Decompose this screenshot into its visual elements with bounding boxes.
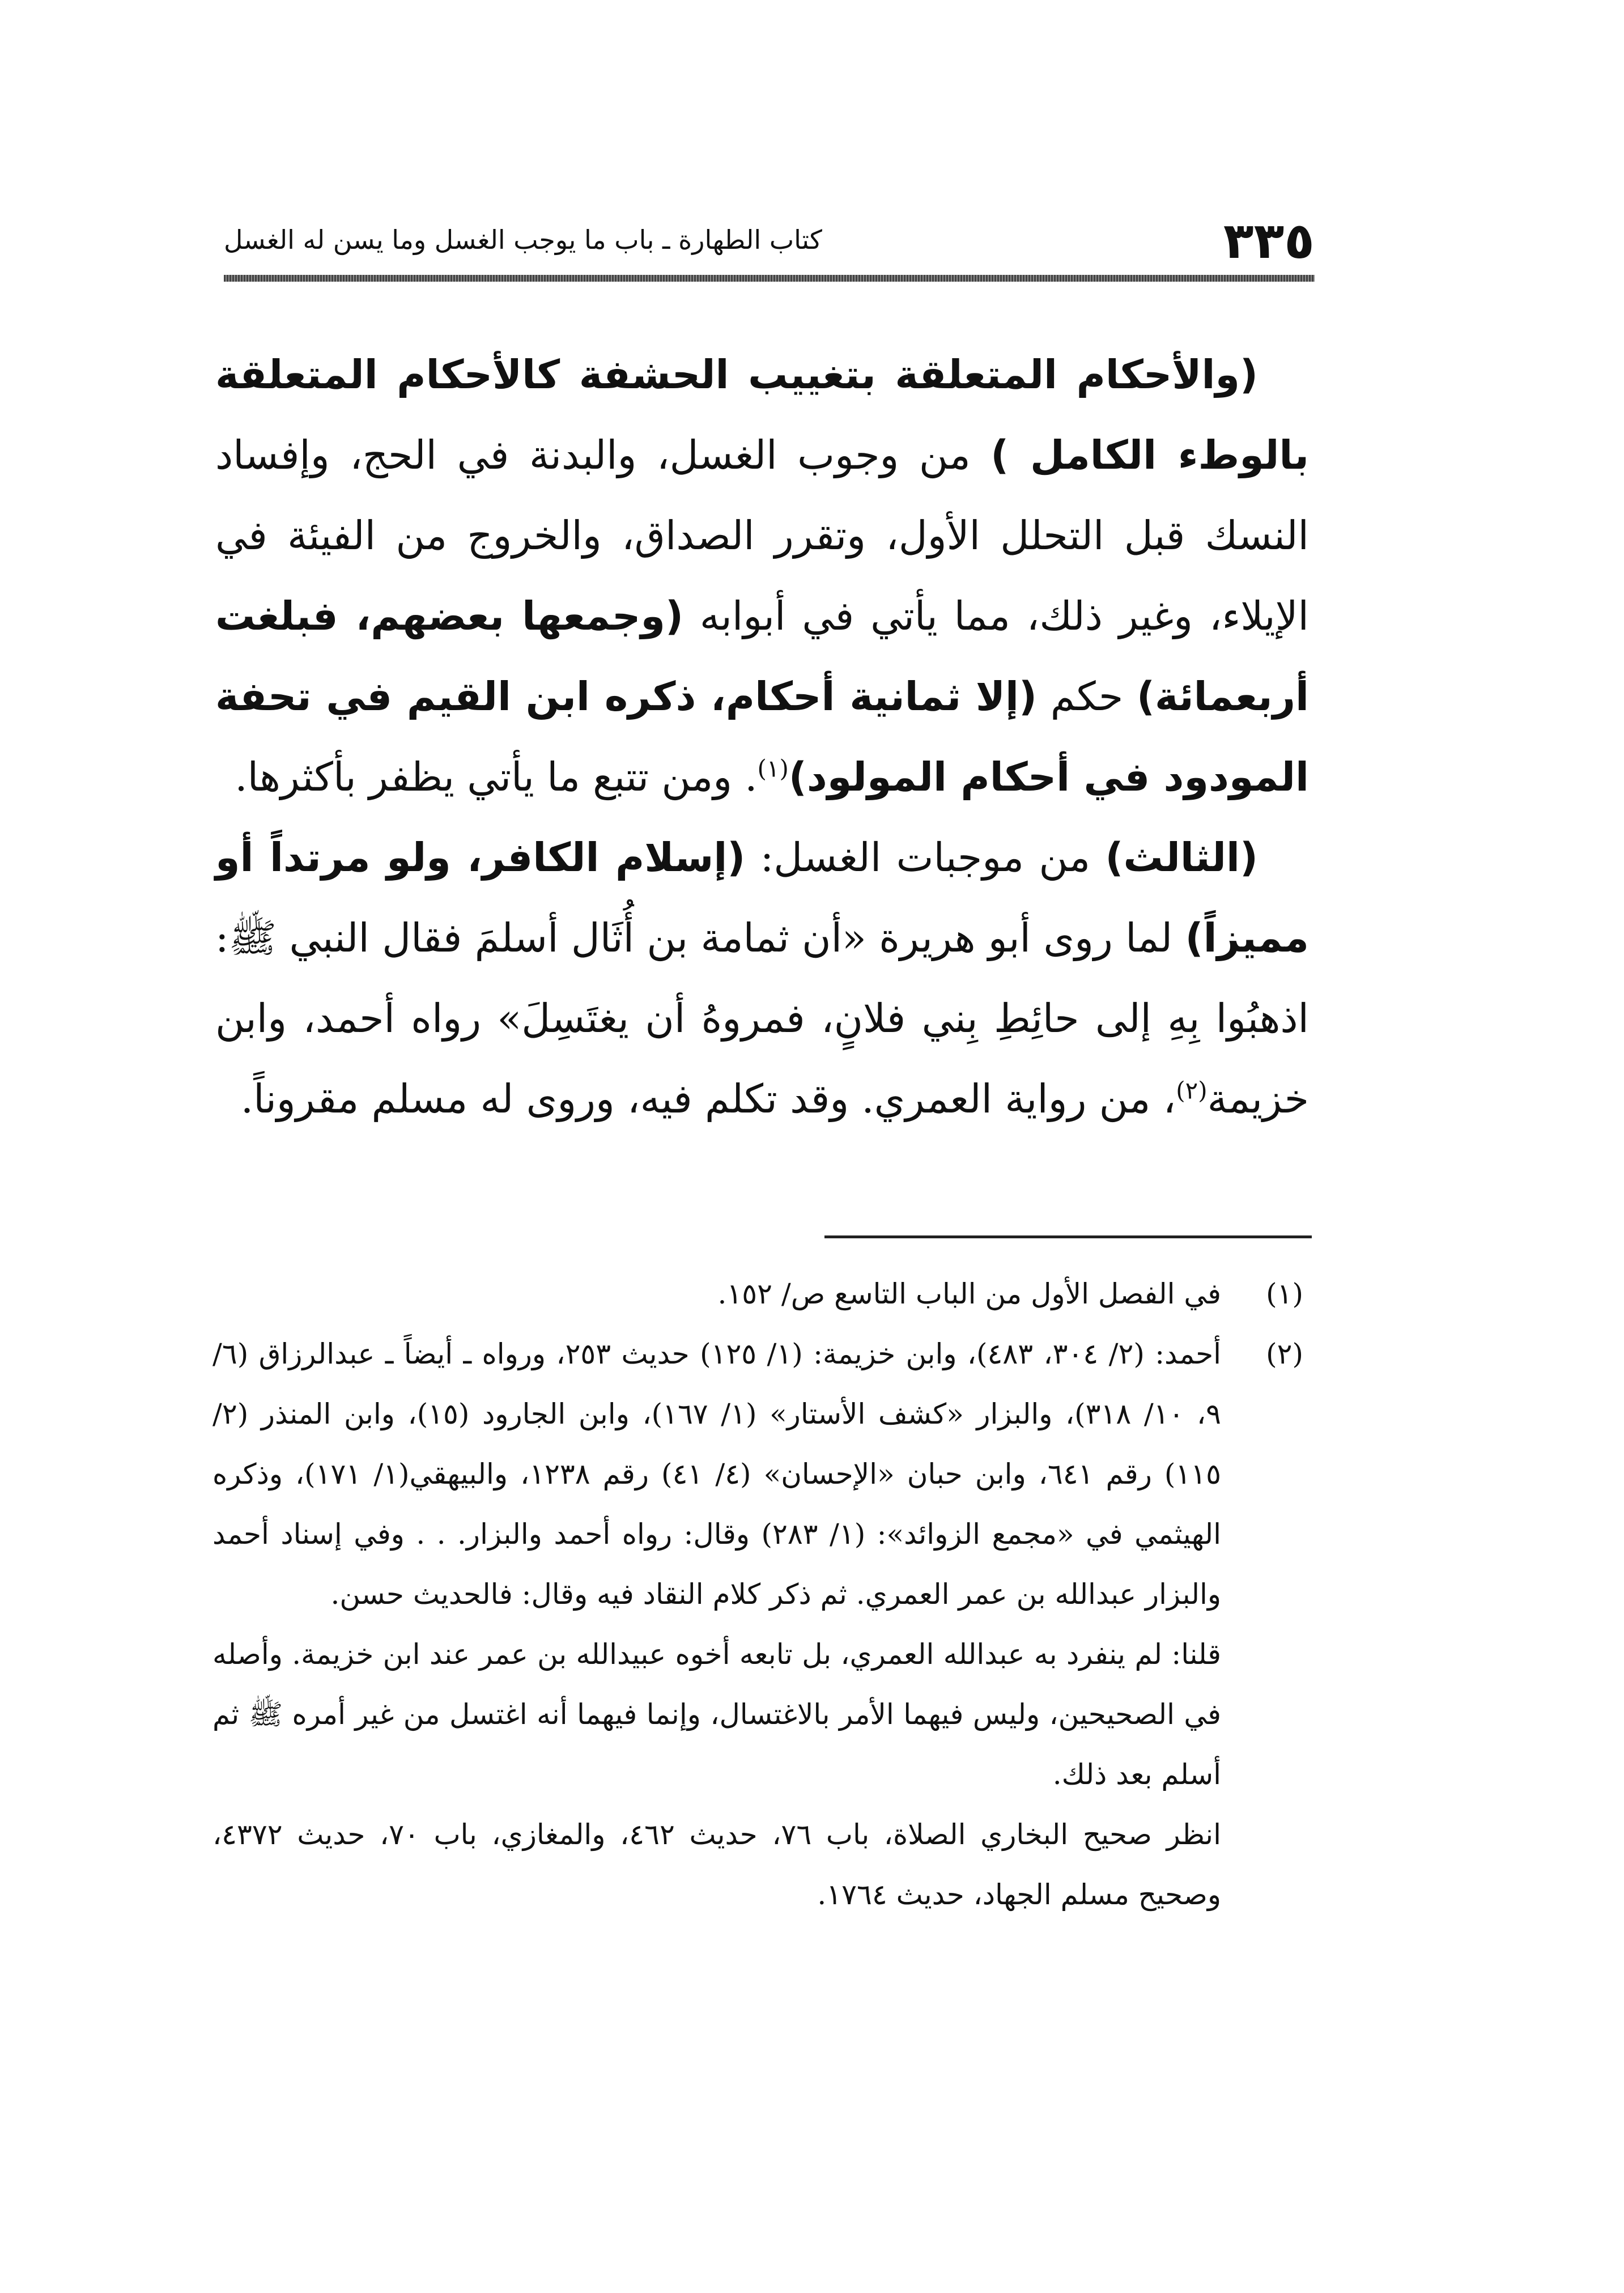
sharh-text: حكم xyxy=(1037,673,1137,720)
footnote-number: (١) xyxy=(1266,1277,1303,1310)
sharh-text: من وجوب الغسل، والبدنة في الحج، وإفساد النسك قبل التحلل الأول، وتقرر الصداق، والخروج من الفيئة في الإيلاء، وغير ذلك، مما يأتي في أبوابه xyxy=(215,432,1309,639)
sharh-text: ، من رواية العمري. وقد تكلم فيه، وروى له مسلم مقروناً. xyxy=(240,1076,1176,1122)
sharh-text: لما روى أبو هريرة «أن ثمامة بن أُثَال أسلمَ فقال النبي ﷺ: اذهبُوا بِهِ إلى حائِطِ بِني فلانٍ، فمروهُ أن يغتَسِلَ» رواه أحمد، وابن خزيمة xyxy=(215,915,1309,1122)
matn-text: (إلا ثمانية أحكام، ذكره ابن القيم في تحفة المودود في أحكام المولود) xyxy=(215,673,1309,800)
matn-text: (إسلام الكافر، ولو مرتداً أو مميزاً) xyxy=(215,834,1309,961)
footnote-text: في الفصل الأول من الباب التاسع ص/ ١٥٢. xyxy=(717,1277,1221,1310)
matn-text: (الثالث) xyxy=(1105,834,1258,881)
sharh-text: . ومن تتبع ما يأتي يظفر بأكثرها. xyxy=(235,754,758,800)
footnotes xyxy=(212,1264,1303,1925)
header-divider xyxy=(224,275,1315,282)
footnote-text: انظر صحيح البخاري الصلاة، باب ٧٦، حديث ٤٦٢، والمغازي، باب ٧٠، حديث ٤٣٧٢، وصحيح مسلم الجهاد، حديث ١٧٦٤. xyxy=(212,1818,1221,1911)
matn-text: (وجمعها بعضهم، فبلغت أربعمائة) xyxy=(215,593,1309,720)
matn-text: (والأحكام المتعلقة بتغييب الحشفة كالأحكام المتعلقة بالوطء الكامل ) xyxy=(215,351,1309,478)
footnote-separator xyxy=(824,1235,1312,1238)
page-number: ٣٣٥ xyxy=(1223,211,1315,270)
running-title: كتاب الطهارة ـ باب ما يوجب الغسل وما يسن له الغسل xyxy=(224,224,822,255)
footnote-2 xyxy=(212,1324,1303,1925)
paragraph-2 xyxy=(215,817,1309,1139)
footnote-ref-1[interactable]: (١) xyxy=(757,754,789,783)
footnote-1 xyxy=(212,1264,1303,1324)
footnote-ref-2[interactable]: (٢) xyxy=(1176,1076,1208,1105)
sharh-text: من موجبات الغسل: xyxy=(745,834,1106,881)
running-header xyxy=(224,210,1315,272)
paragraph-1 xyxy=(215,334,1309,817)
footnote-text: قلنا: لم ينفرد به عبدالله العمري، بل تابعه أخوه عبيدالله بن عمر عند ابن خزيمة. وأصله في الصحيحين، وليس فيهما الأمر بالاغتسال، وإنما فيهما أنه اغتسل من غير أمره ﷺ ثم أسلم بعد ذلك. xyxy=(212,1638,1221,1791)
main-text xyxy=(215,334,1309,1139)
footnote-text: أحمد: (٢/ ٣٠٤، ٤٨٣)، وابن خزيمة: (١/ ١٢٥) حديث ٢٥٣، ورواه ـ أيضاً ـ عبدالرزاق (٦/ ٩، ١٠/ ٣١٨)، والبزار «كشف الأستار» (١/ ١٦٧)، وابن الجارود (١٥)، وابن المنذر (٢/ ١١٥) رقم ٦٤١، وابن حبان «الإحسان» (٤/ ٤١) رقم ١٢٣٨، والبيهقي(١/ ١٧١)، وذكره الهيثمي في «مجمع الزوائد»: (١/ ٢٨٣) وقال: رواه أحمد والبزار. . . وفي إسناد أحمد والبزار عبدالله بن عمر العمري. ثم ذكر كلام النقاد فيه وقال: فالحديث حسن. xyxy=(212,1337,1222,1611)
footnote-number: (٢) xyxy=(1266,1337,1303,1370)
